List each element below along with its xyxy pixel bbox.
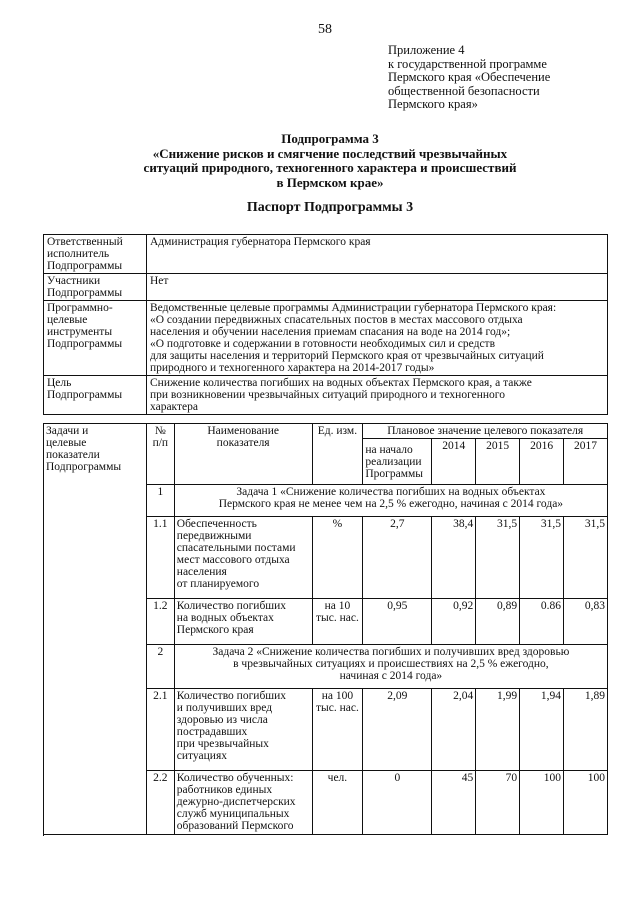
task-text: Задача 1 «Снижение количества погибших на водных объектах Пермского края не менее чем на 2,5 % ежегодно, начиная с 2014 года» (174, 485, 607, 517)
title-line: в Пермском крае» (276, 174, 384, 190)
appendix-line: общественной безопасности (388, 83, 540, 98)
indicator-value: 0.86 (520, 599, 564, 645)
title-line: ситуаций природного, техногенного характера и происшествий (143, 160, 517, 175)
subprogram-title (60, 132, 600, 190)
indicator-num: 1.1 (146, 517, 174, 599)
indicator-num: 1.2 (146, 599, 174, 645)
header-row (44, 424, 608, 439)
indicator-value: 1,94 (520, 689, 564, 771)
header-name: Наименование показателя (174, 424, 312, 485)
indicator-num: 2.2 (146, 771, 174, 835)
indicator-value: 31,5 (520, 517, 564, 599)
indicator-value: 100 (564, 771, 608, 835)
passport-label: Программно- целевые инструменты Подпрограммы (44, 301, 147, 376)
passport-value: Нет (147, 274, 608, 301)
passport-label: Участники Подпрограммы (44, 274, 147, 301)
indicator-value: 1,99 (476, 689, 520, 771)
appendix-line: Пермского края» (388, 97, 478, 111)
indicator-name: Количество обученных: работников единых дежурно-диспетчерских служб муниципальных образований Пермского (174, 771, 312, 835)
passport-label: Ответственный исполнитель Подпрограммы (44, 235, 147, 274)
passport-value: Администрация губернатора Пермского края (147, 235, 608, 274)
appendix-line: Пермского края «Обеспечение (388, 70, 551, 84)
title-line: «Снижение рисков и смягчение последствий чрезвычайных (152, 145, 508, 161)
tasks-table (43, 423, 608, 835)
indicator-start: 2,7 (363, 517, 432, 599)
task-text: Задача 2 «Снижение количества погибших и получивших вред здоровью в чрезвычайных ситуациях и происшествиях на 2,5 % ежегодно, начиная с 2014 года» (174, 645, 607, 689)
indicator-start: 0 (363, 771, 432, 835)
appendix-line: к государственной программе (388, 56, 547, 71)
indicator-value: 2,04 (432, 689, 476, 771)
passport-row (44, 301, 608, 376)
header-planned: Плановое значение целевого показателя (363, 424, 608, 439)
task-num: 2 (146, 645, 174, 689)
header-year: 2017 (564, 439, 608, 485)
indicator-value: 0,92 (432, 599, 476, 645)
indicator-value: 31,5 (564, 517, 608, 599)
indicator-value: 31,5 (476, 517, 520, 599)
passport-value: Ведомственные целевые программы Администрации губернатора Пермского края: «О создании передвижных спасательных постов в местах массового отдыха населения и обучении населения приемам спасания на воде на 2014 год»; «О подготовке и содержании в готовности необходимых сил и средств для защиты населения и территорий Пермского края от чрезвычайных ситуаций природного и техногенного характера на 2014-2017 годы» (147, 301, 608, 376)
passport-label: Цель Подпрограммы (44, 376, 147, 415)
indicator-start: 0,95 (363, 599, 432, 645)
indicator-unit: на 100 тыс. нас. (312, 689, 363, 771)
indicator-value: 100 (520, 771, 564, 835)
indicator-value: 1,89 (564, 689, 608, 771)
header-year: 2015 (476, 439, 520, 485)
header-year: 2016 (520, 439, 564, 485)
indicator-name: Количество погибших и получивших вред здоровью из числа пострадавших при чрезвычайных ситуациях (174, 689, 312, 771)
passport-row (44, 274, 608, 301)
indicator-unit: на 10 тыс. нас. (312, 599, 363, 645)
header-num: № п/п (146, 424, 174, 485)
passport-row (44, 235, 608, 274)
task-num: 1 (146, 485, 174, 517)
passport-table (43, 234, 608, 415)
indicator-value: 70 (476, 771, 520, 835)
indicator-unit: чел. (312, 771, 363, 835)
passport-value: Снижение количества погибших на водных объектах Пермского края, а также при возникновении чрезвычайных ситуаций природного и техногенного характера (147, 376, 608, 415)
indicator-unit: % (312, 517, 363, 599)
indicator-value: 38,4 (432, 517, 476, 599)
indicator-start: 2,09 (363, 689, 432, 771)
appendix-note (388, 44, 550, 112)
indicator-value: 0,83 (564, 599, 608, 645)
title-line: Подпрограмма 3 (281, 131, 379, 146)
tasks-label: Задачи и целевые показатели Подпрограммы (44, 424, 147, 835)
header-unit: Ед. изм. (312, 424, 363, 485)
header-start: на начало реализации Программы (363, 439, 432, 485)
passport-row (44, 376, 608, 415)
indicator-value: 45 (432, 771, 476, 835)
header-year: 2014 (432, 439, 476, 485)
indicator-name: Количество погибших на водных объектах Пермского края (174, 599, 312, 645)
appendix-line: Приложение 4 (388, 43, 465, 57)
page-number: 58 (318, 22, 332, 37)
indicator-value: 0,89 (476, 599, 520, 645)
indicator-name: Обеспеченность передвижными спасательными постами мест массового отдыха населения от планируемого (174, 517, 312, 599)
passport-title: Паспорт Подпрограммы 3 (246, 200, 414, 215)
indicator-num: 2.1 (146, 689, 174, 771)
